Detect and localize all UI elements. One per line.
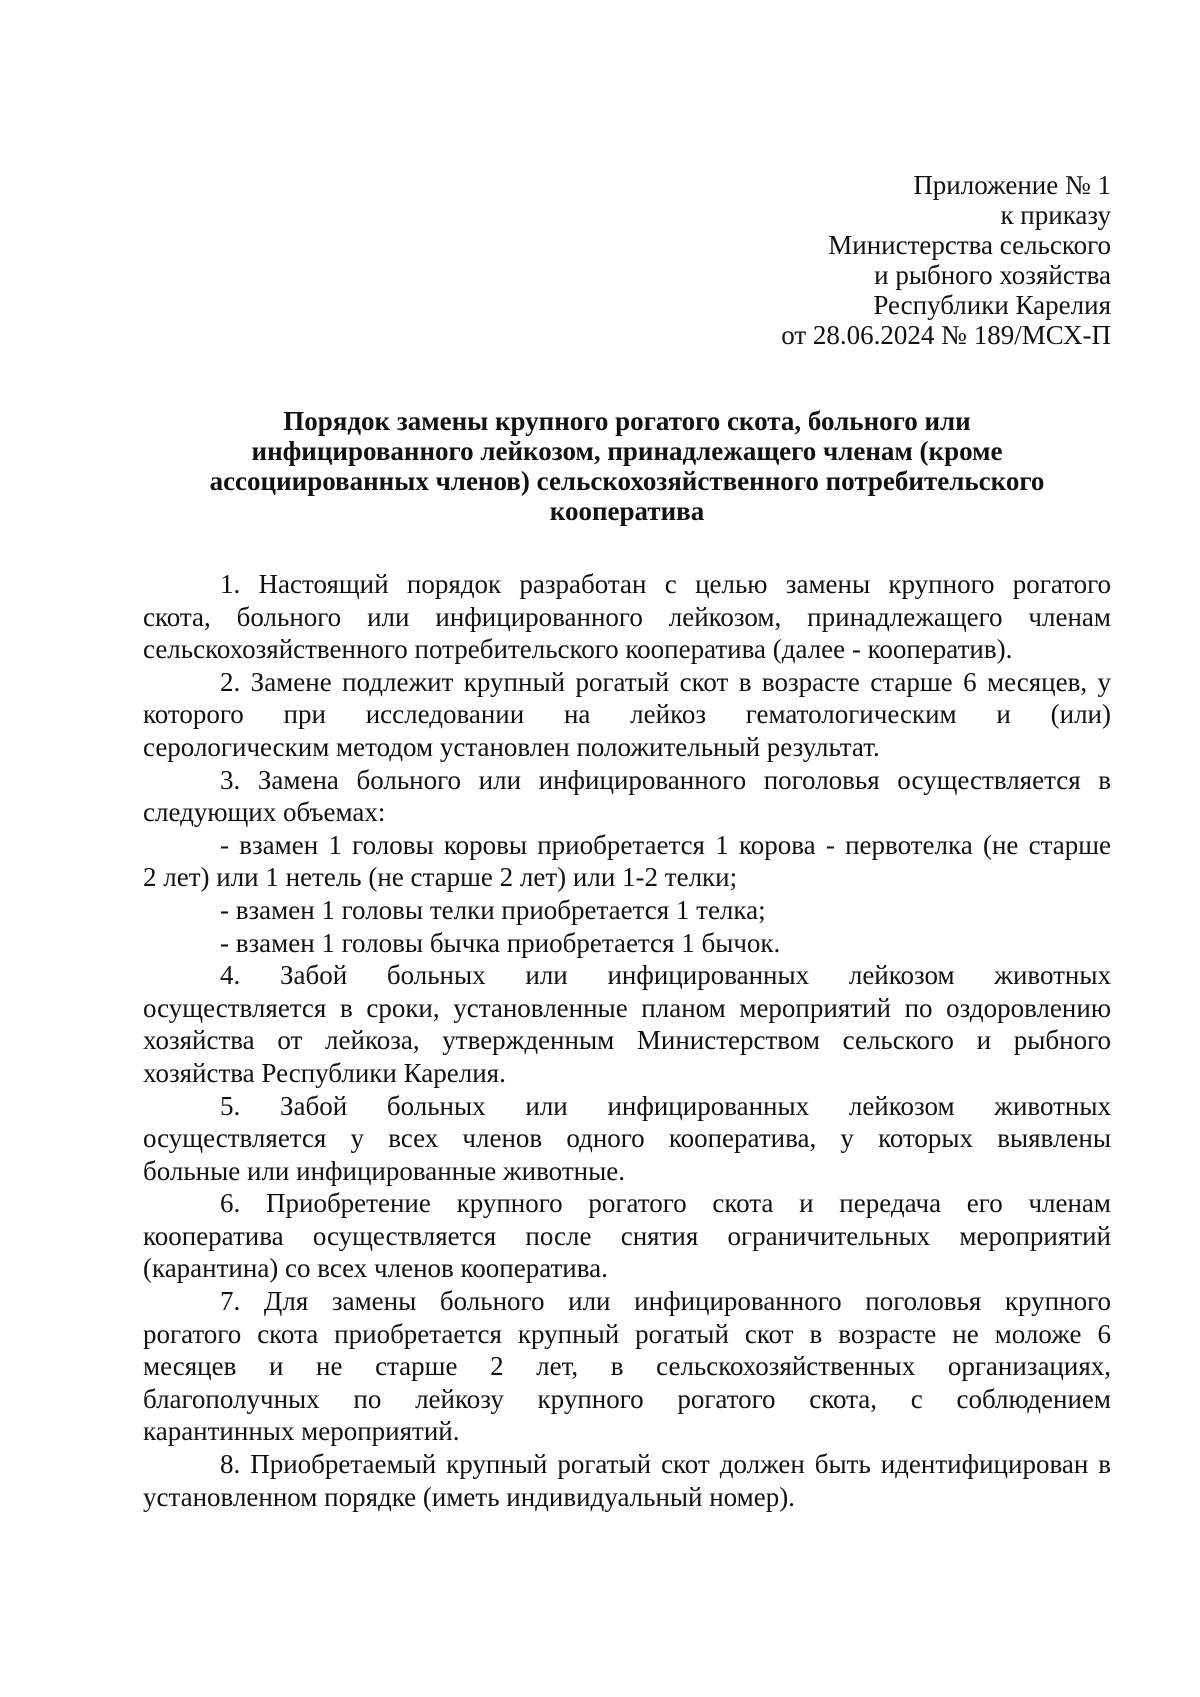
paragraph-line: 5. Забой больных или инфицированных лейкозом животных <box>220 1090 1111 1121</box>
paragraph-line: следующих объемах: <box>143 797 386 828</box>
paragraph-line: осуществляется у всех членов одного кооператива, у которых выявлены <box>143 1123 1111 1154</box>
header-line: к приказу <box>1000 200 1111 230</box>
header-line: Республики Карелия <box>873 290 1111 320</box>
paragraph-line: месяцев и не старше 2 лет, в сельскохозяйственных организациях, <box>143 1351 1111 1382</box>
paragraph-line: установленном порядке (иметь индивидуальный номер). <box>143 1481 795 1512</box>
list-item-cow <box>143 829 1111 894</box>
title-line: инфицированного лейкозом, принадлежащего членам (кроме <box>251 436 1003 466</box>
paragraph-7 <box>143 1285 1111 1448</box>
paragraph-line: карантинных мероприятий. <box>143 1416 460 1447</box>
header-line: и рыбного хозяйства <box>874 260 1111 290</box>
paragraph-line: рогатого скота приобретается крупный рогатый скот в возрасте не моложе 6 <box>143 1318 1111 1349</box>
paragraph-line: кооператива осуществляется после снятия ограничительных мероприятий <box>143 1220 1111 1251</box>
paragraph-line: сельскохозяйственного потребительского кооператива (далее - кооператив). <box>143 634 1013 665</box>
title-line: кооператива <box>549 496 705 526</box>
paragraph-2 <box>143 666 1111 764</box>
paragraph-line: 8. Приобретаемый крупный рогатый скот должен быть идентифицирован в <box>220 1449 1111 1480</box>
paragraph-line: 4. Забой больных или инфицированных лейкозом животных <box>220 960 1111 991</box>
paragraph-line: 1. Настоящий порядок разработан с целью замены крупного рогатого <box>220 569 1111 599</box>
title-line: ассоциированных членов) сельскохозяйственного потребительского <box>209 466 1045 496</box>
paragraph-line: 7. Для замены больного или инфицированного поголовья крупного <box>220 1286 1111 1317</box>
paragraph-6 <box>143 1187 1111 1285</box>
paragraph-line: больные или инфицированные животные. <box>143 1155 625 1186</box>
paragraph-line: серологическим методом установлен положительный результат. <box>143 731 880 762</box>
paragraph-line: - взамен 1 головы телки приобретается 1 телка; <box>220 894 766 925</box>
paragraph-line: которого при исследовании на лейкоз гематологическим и (или) <box>143 699 1111 730</box>
paragraph-4 <box>143 959 1111 1089</box>
paragraph-line: 2. Замене подлежит крупный рогатый скот в возрасте старше 6 месяцев, у <box>220 666 1111 697</box>
paragraph-line: хозяйства Республики Карелия. <box>143 1057 506 1088</box>
paragraph-line: осуществляется в сроки, установленные планом мероприятий по оздоровлению <box>143 992 1111 1023</box>
header-line: от 28.06.2024 № 189/МСХ-П <box>781 320 1111 350</box>
paragraph-line: 6. Приобретение крупного рогатого скота и передача его членам <box>220 1188 1111 1219</box>
list-item-bull <box>143 927 1111 960</box>
paragraph-line: - взамен 1 головы коровы приобретается 1 корова - первотелка (не старше <box>220 829 1111 860</box>
paragraph-1 <box>143 568 1111 666</box>
list-item-heifer <box>143 894 1111 927</box>
paragraph-8 <box>143 1448 1111 1513</box>
paragraph-line: 3. Замена больного или инфицированного поголовья осуществляется в <box>220 764 1111 795</box>
appendix-header <box>143 170 1111 350</box>
header-line: Приложение № 1 <box>913 170 1111 200</box>
paragraph-line: скота, больного или инфицированного лейкозом, принадлежащего членам <box>143 601 1111 632</box>
paragraph-line: 2 лет) или 1 нетель (не старше 2 лет) или 1-2 телки; <box>143 862 738 893</box>
document-title <box>143 406 1111 526</box>
paragraph-line: - взамен 1 головы бычка приобретается 1 бычок. <box>220 927 781 958</box>
document-body <box>143 568 1111 1513</box>
paragraph-5 <box>143 1090 1111 1188</box>
title-line: Порядок замены крупного рогатого скота, больного или <box>283 406 971 436</box>
paragraph-3 <box>143 764 1111 829</box>
header-line: Министерства сельского <box>828 230 1111 260</box>
paragraph-line: хозяйства от лейкоза, утвержденным Министерством сельского и рыбного <box>143 1025 1111 1056</box>
paragraph-line: благополучных по лейкозу крупного рогатого скота, с соблюдением <box>143 1383 1111 1414</box>
paragraph-line: (карантина) со всех членов кооператива. <box>143 1253 608 1284</box>
